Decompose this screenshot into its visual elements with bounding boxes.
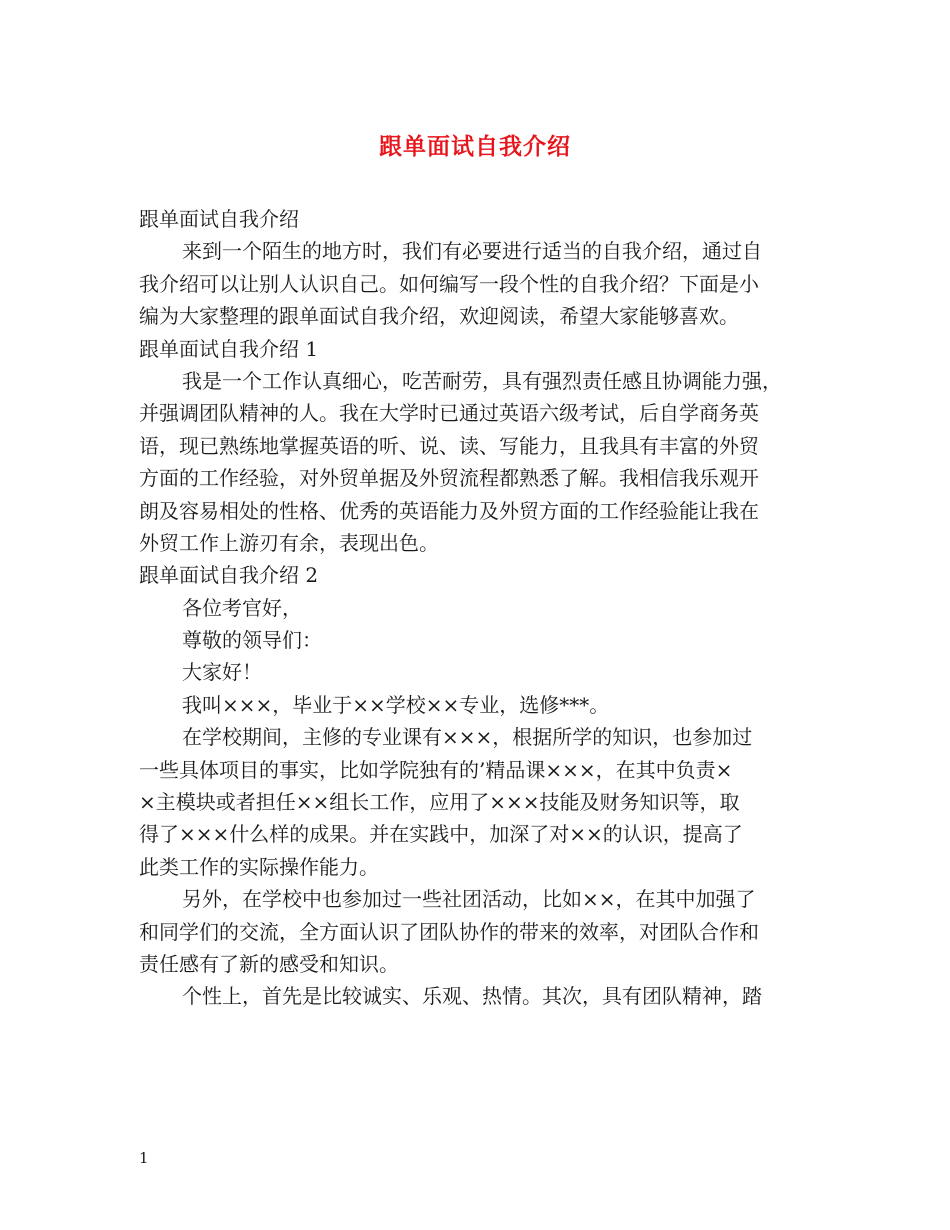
- text-line: 和同学们的交流，全方面认识了团队协作的带来的效率，对团队合作和: [139, 919, 759, 944]
- text-line: 另外，在学校中也参加过一些社团活动，比如××，在其中加强了: [182, 887, 756, 912]
- text-line: 大家好！: [182, 660, 262, 685]
- page-number: 1: [139, 1149, 149, 1167]
- text-line: 跟单面试自我介绍 1: [139, 336, 319, 361]
- text-line: 得了×××什么样的成果。并在实践中，加深了对××的认识，提高了: [139, 822, 743, 847]
- text-line: 并强调团队精神的人。我在大学时已通过英语六级考试，后自学商务英: [139, 401, 759, 426]
- text-line: 来到一个陌生的地方时，我们有必要进行适当的自我介绍，通过自: [182, 239, 762, 264]
- text-line: 语，现已熟练地掌握英语的听、说、读、写能力，且我具有丰富的外贸: [139, 433, 759, 458]
- text-line: 各位考官好，: [182, 595, 302, 620]
- text-line: 跟单面试自我介绍: [139, 207, 299, 231]
- text-line: 尊敬的领导们：: [182, 628, 322, 653]
- text-line: 我介绍可以让别人认识自己。如何编写一段个性的自我介绍？下面是小: [139, 271, 759, 296]
- document-title: 跟单面试自我介绍: [379, 133, 571, 160]
- document-body: [139, 203, 829, 1013]
- text-line: 此类工作的实际操作能力。: [139, 854, 379, 879]
- text-line: 责任感有了新的感受和知识。: [139, 951, 399, 976]
- text-line: 个性上，首先是比较诚实、乐观、热情。其次，具有团队精神，踏: [182, 984, 762, 1009]
- text-line: 我是一个工作认真细心，吃苦耐劳，具有强烈责任感且协调能力强，: [182, 368, 782, 393]
- text-line: ×主模块或者担任××组长工作，应用了×××技能及财务知识等，取: [139, 790, 740, 815]
- text-line: 在学校期间，主修的专业课有×××，根据所学的知识，也参加过: [182, 725, 753, 750]
- text-line: 外贸工作上游刃有余，表现出色。: [139, 530, 439, 555]
- text-line: 朗及容易相处的性格、优秀的英语能力及外贸方面的工作经验能让我在: [139, 498, 759, 523]
- text-line: 跟单面试自我介绍 2: [139, 563, 319, 588]
- text-line: 我叫×××，毕业于××学校××专业，选修***。: [182, 692, 610, 717]
- text-line: 方面的工作经验，对外贸单据及外贸流程都熟悉了解。我相信我乐观开: [139, 466, 759, 491]
- text-line: 编为大家整理的跟单面试自我介绍，欢迎阅读，希望大家能够喜欢。: [139, 304, 739, 329]
- text-line: 一些具体项目的事实，比如学院独有的’精品课×××，在其中负责×: [139, 757, 733, 782]
